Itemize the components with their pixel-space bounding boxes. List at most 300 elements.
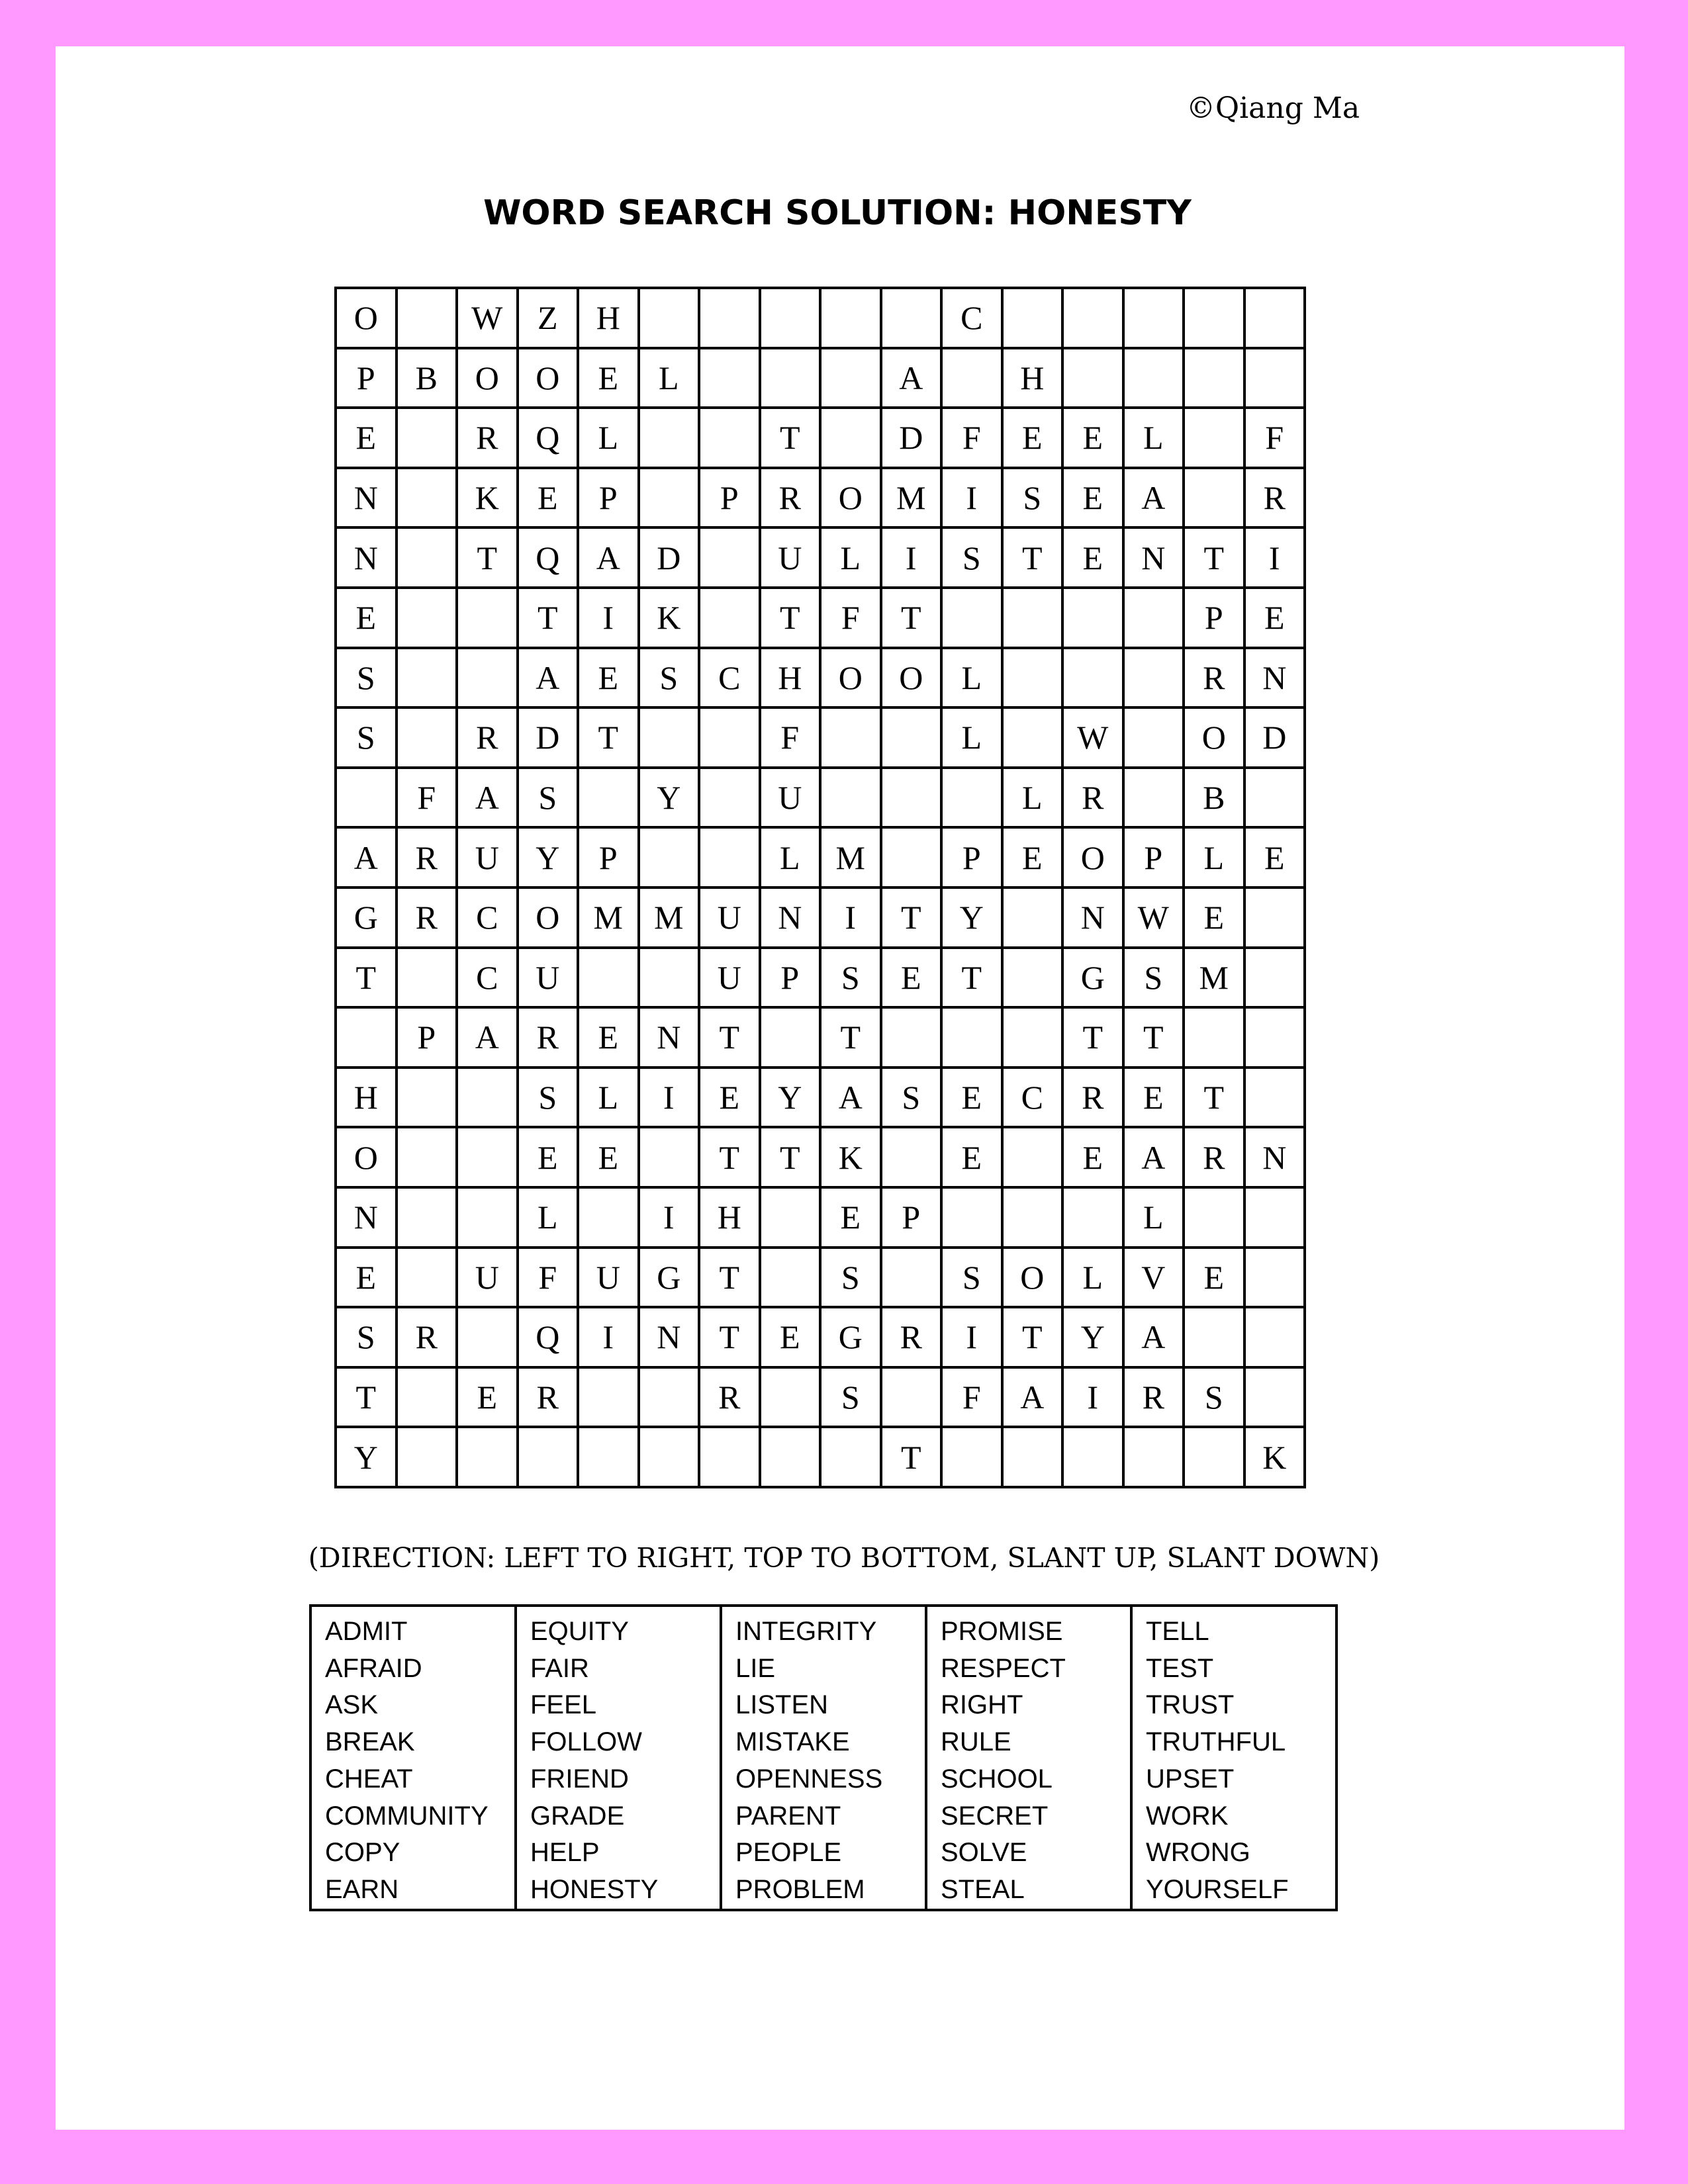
grid-cell xyxy=(820,408,881,468)
grid-cell xyxy=(457,1307,518,1367)
grid-cell xyxy=(881,707,942,768)
grid-cell: E xyxy=(820,1187,881,1248)
grid-cell: Y xyxy=(518,827,579,887)
grid-cell xyxy=(760,1248,821,1308)
grid-cell: Y xyxy=(941,887,1002,948)
word-list-item: PEOPLE xyxy=(735,1838,842,1868)
grid-cell: O xyxy=(518,887,579,948)
grid-cell xyxy=(1002,887,1063,948)
grid-cell: U xyxy=(699,887,760,948)
grid-cell: K xyxy=(457,468,518,528)
word-list-item: PARENT xyxy=(735,1801,841,1831)
grid-cell xyxy=(941,588,1002,648)
word-list-column xyxy=(310,1606,516,1910)
grid-cell: E xyxy=(1062,1127,1123,1187)
grid-cell: D xyxy=(1244,707,1305,768)
grid-cell xyxy=(760,348,821,408)
grid-cell: L xyxy=(1123,408,1184,468)
grid-cell: K xyxy=(820,1127,881,1187)
grid-cell: R xyxy=(1184,1127,1244,1187)
grid-cell: P xyxy=(699,468,760,528)
grid-cell xyxy=(881,1007,942,1068)
grid-cell xyxy=(1184,468,1244,528)
grid-cell: N xyxy=(639,1007,700,1068)
grid-cell: T xyxy=(1184,1068,1244,1128)
grid-cell: M xyxy=(578,887,639,948)
grid-cell: R xyxy=(760,468,821,528)
grid-cell xyxy=(457,1127,518,1187)
grid-cell xyxy=(941,1007,1002,1068)
grid-cell: I xyxy=(639,1187,700,1248)
grid-row xyxy=(336,1187,1305,1248)
grid-cell: L xyxy=(518,1187,579,1248)
grid-cell: L xyxy=(820,527,881,588)
grid-cell xyxy=(1244,948,1305,1008)
word-list-column xyxy=(721,1606,926,1910)
grid-cell xyxy=(760,1187,821,1248)
grid-cell xyxy=(1002,1187,1063,1248)
grid-cell: C xyxy=(941,288,1002,348)
grid-cell xyxy=(941,348,1002,408)
word-list-item: TEST xyxy=(1146,1653,1214,1683)
grid-cell: T xyxy=(699,1127,760,1187)
word-list-item: RIGHT xyxy=(941,1690,1023,1720)
grid-cell xyxy=(1123,768,1184,828)
grid-cell: M xyxy=(820,827,881,887)
grid-cell: K xyxy=(1244,1427,1305,1487)
word-list-item: LIE xyxy=(735,1653,776,1683)
grid-cell xyxy=(1062,1187,1123,1248)
grid-cell: O xyxy=(820,648,881,708)
word-list-item: RESPECT xyxy=(941,1653,1066,1683)
grid-cell: N xyxy=(639,1307,700,1367)
grid-row xyxy=(336,1248,1305,1308)
word-list-item: COPY xyxy=(325,1838,400,1868)
grid-cell xyxy=(397,288,457,348)
grid-cell: E xyxy=(941,1127,1002,1187)
grid-cell: T xyxy=(881,887,942,948)
word-list-item: FAIR xyxy=(530,1653,589,1683)
grid-cell: R xyxy=(1244,468,1305,528)
grid-cell xyxy=(457,1427,518,1487)
grid-cell: S xyxy=(336,648,397,708)
grid-cell: R xyxy=(1123,1367,1184,1428)
grid-cell: M xyxy=(881,468,942,528)
grid-cell: I xyxy=(1244,527,1305,588)
grid-cell xyxy=(1244,1187,1305,1248)
grid-cell xyxy=(699,827,760,887)
grid-cell: N xyxy=(760,887,821,948)
grid-cell: E xyxy=(578,648,639,708)
grid-cell: F xyxy=(518,1248,579,1308)
grid-cell: O xyxy=(881,648,942,708)
grid-cell: S xyxy=(336,1307,397,1367)
grid-cell: D xyxy=(518,707,579,768)
grid-cell: S xyxy=(518,1068,579,1128)
grid-cell: T xyxy=(699,1307,760,1367)
grid-cell: B xyxy=(1184,768,1244,828)
grid-cell: L xyxy=(941,648,1002,708)
word-list-item: TRUST xyxy=(1146,1690,1235,1720)
grid-cell: I xyxy=(941,468,1002,528)
grid-cell: L xyxy=(1123,1187,1184,1248)
grid-cell: T xyxy=(820,1007,881,1068)
grid-cell: I xyxy=(881,527,942,588)
grid-cell xyxy=(1244,1248,1305,1308)
grid-cell: U xyxy=(760,768,821,828)
grid-cell xyxy=(699,707,760,768)
grid-cell xyxy=(820,288,881,348)
grid-cell xyxy=(1002,1127,1063,1187)
grid-row xyxy=(336,768,1305,828)
grid-cell: D xyxy=(881,408,942,468)
grid-cell xyxy=(397,948,457,1008)
word-list-item: HONESTY xyxy=(530,1874,659,1904)
grid-cell xyxy=(397,408,457,468)
grid-cell: A xyxy=(457,768,518,828)
grid-cell: T xyxy=(760,1127,821,1187)
grid-cell: A xyxy=(881,348,942,408)
grid-cell: N xyxy=(1244,648,1305,708)
grid-cell: E xyxy=(760,1307,821,1367)
grid-cell xyxy=(397,1248,457,1308)
grid-cell: G xyxy=(336,887,397,948)
grid-row xyxy=(336,648,1305,708)
grid-cell: H xyxy=(760,648,821,708)
grid-cell: E xyxy=(1062,527,1123,588)
grid-cell: N xyxy=(336,527,397,588)
grid-cell: I xyxy=(578,1307,639,1367)
grid-cell xyxy=(1184,1007,1244,1068)
grid-cell: R xyxy=(699,1367,760,1428)
grid-cell xyxy=(397,1427,457,1487)
grid-cell xyxy=(820,768,881,828)
grid-cell xyxy=(457,648,518,708)
grid-cell xyxy=(639,707,700,768)
grid-cell xyxy=(760,1367,821,1428)
grid-cell: E xyxy=(457,1367,518,1428)
grid-cell xyxy=(1123,707,1184,768)
grid-cell: U xyxy=(760,527,821,588)
grid-row xyxy=(336,1367,1305,1428)
word-list-item: ASK xyxy=(325,1690,379,1720)
word-list-item: STEAL xyxy=(941,1874,1025,1904)
grid-row xyxy=(336,588,1305,648)
word-list-item: FOLLOW xyxy=(530,1727,642,1757)
grid-cell xyxy=(1062,288,1123,348)
grid-cell: E xyxy=(1062,408,1123,468)
grid-cell: O xyxy=(1062,827,1123,887)
grid-cell: N xyxy=(336,468,397,528)
grid-cell: O xyxy=(820,468,881,528)
grid-cell: L xyxy=(1062,1248,1123,1308)
grid-cell: T xyxy=(699,1248,760,1308)
grid-row xyxy=(336,827,1305,887)
grid-cell: Z xyxy=(518,288,579,348)
grid-cell xyxy=(1244,1367,1305,1428)
grid-cell: U xyxy=(518,948,579,1008)
grid-cell: W xyxy=(1062,707,1123,768)
word-list-item: LISTEN xyxy=(735,1690,829,1720)
grid-cell xyxy=(336,768,397,828)
grid-cell xyxy=(941,1427,1002,1487)
grid-cell: E xyxy=(1062,468,1123,528)
grid-cell: A xyxy=(578,527,639,588)
grid-cell xyxy=(1184,408,1244,468)
grid-cell: S xyxy=(336,707,397,768)
grid-row xyxy=(336,288,1305,348)
grid-cell: R xyxy=(881,1307,942,1367)
grid-cell: P xyxy=(578,468,639,528)
grid-cell xyxy=(941,1187,1002,1248)
grid-row xyxy=(336,527,1305,588)
grid-cell: O xyxy=(518,348,579,408)
grid-cell xyxy=(1002,588,1063,648)
grid-cell: T xyxy=(1002,527,1063,588)
grid-cell: L xyxy=(1184,827,1244,887)
grid-cell: R xyxy=(1062,768,1123,828)
word-list-item: EQUITY xyxy=(530,1617,629,1646)
grid-cell xyxy=(699,348,760,408)
word-list-item: BREAK xyxy=(325,1727,415,1757)
grid-cell xyxy=(518,1427,579,1487)
grid-cell: G xyxy=(820,1307,881,1367)
grid-cell: C xyxy=(457,948,518,1008)
grid-cell xyxy=(1123,288,1184,348)
grid-cell xyxy=(397,1187,457,1248)
grid-row xyxy=(336,1068,1305,1128)
grid-cell: I xyxy=(941,1307,1002,1367)
grid-cell xyxy=(820,707,881,768)
grid-cell: Y xyxy=(1062,1307,1123,1367)
grid-cell xyxy=(1244,887,1305,948)
grid-cell xyxy=(639,1427,700,1487)
grid-cell xyxy=(941,768,1002,828)
grid-cell xyxy=(1002,707,1063,768)
grid-cell xyxy=(1184,1187,1244,1248)
grid-cell: S xyxy=(820,1248,881,1308)
grid-cell: S xyxy=(1002,468,1063,528)
grid-cell: S xyxy=(518,768,579,828)
grid-cell xyxy=(820,348,881,408)
grid-cell: R xyxy=(397,887,457,948)
word-list-item: PROBLEM xyxy=(735,1874,865,1904)
grid-cell: Q xyxy=(518,408,579,468)
grid-cell: E xyxy=(941,1068,1002,1128)
grid-cell: A xyxy=(1123,1307,1184,1367)
grid-cell: E xyxy=(881,948,942,1008)
grid-cell xyxy=(1244,348,1305,408)
word-list-item: CHEAT xyxy=(325,1764,413,1794)
grid-cell xyxy=(699,288,760,348)
grid-cell: S xyxy=(941,1248,1002,1308)
grid-cell xyxy=(397,527,457,588)
grid-cell: P xyxy=(881,1187,942,1248)
grid-cell: I xyxy=(578,588,639,648)
word-list-item: SOLVE xyxy=(941,1838,1027,1868)
grid-cell: E xyxy=(1244,588,1305,648)
grid-cell xyxy=(397,707,457,768)
grid-cell: C xyxy=(1002,1068,1063,1128)
word-list-table xyxy=(309,1604,1338,1911)
grid-cell: P xyxy=(397,1007,457,1068)
grid-cell: R xyxy=(518,1367,579,1428)
grid-row xyxy=(336,408,1305,468)
grid-cell xyxy=(699,588,760,648)
grid-row xyxy=(336,948,1305,1008)
grid-cell: L xyxy=(578,1068,639,1128)
grid-cell: Q xyxy=(518,527,579,588)
grid-cell: V xyxy=(1123,1248,1184,1308)
grid-cell xyxy=(639,408,700,468)
grid-cell xyxy=(1184,348,1244,408)
grid-cell: F xyxy=(1244,408,1305,468)
word-list-item: WRONG xyxy=(1146,1838,1250,1868)
grid-cell: T xyxy=(881,588,942,648)
grid-cell: A xyxy=(1123,468,1184,528)
grid-cell: O xyxy=(457,348,518,408)
grid-cell: E xyxy=(699,1068,760,1128)
word-list-item: FRIEND xyxy=(530,1764,629,1794)
grid-cell: A xyxy=(1123,1127,1184,1187)
grid-cell: I xyxy=(639,1068,700,1128)
grid-cell: E xyxy=(1002,827,1063,887)
grid-cell: S xyxy=(1184,1367,1244,1428)
grid-cell: R xyxy=(397,827,457,887)
grid-cell xyxy=(397,1068,457,1128)
grid-cell: L xyxy=(941,707,1002,768)
grid-cell: E xyxy=(1184,887,1244,948)
grid-cell: T xyxy=(336,948,397,1008)
grid-cell xyxy=(881,827,942,887)
grid-cell xyxy=(1123,648,1184,708)
grid-cell: Y xyxy=(760,1068,821,1128)
word-list-item: TRUTHFUL xyxy=(1146,1727,1286,1757)
grid-cell: N xyxy=(1062,887,1123,948)
grid-cell: E xyxy=(336,408,397,468)
grid-cell: W xyxy=(1123,887,1184,948)
grid-cell xyxy=(1062,1427,1123,1487)
grid-cell xyxy=(457,1068,518,1128)
grid-cell xyxy=(578,1427,639,1487)
word-search-grid xyxy=(334,287,1306,1488)
grid-cell: T xyxy=(457,527,518,588)
grid-cell: P xyxy=(1184,588,1244,648)
grid-cell: T xyxy=(336,1367,397,1428)
grid-cell: P xyxy=(578,827,639,887)
grid-cell: E xyxy=(1123,1068,1184,1128)
word-list-item: FEEL xyxy=(530,1690,597,1720)
grid-cell xyxy=(820,1427,881,1487)
grid-cell: T xyxy=(941,948,1002,1008)
word-list-item: YOURSELF xyxy=(1146,1874,1289,1904)
grid-cell xyxy=(457,588,518,648)
grid-cell: E xyxy=(578,1127,639,1187)
word-list-item: WORK xyxy=(1146,1801,1229,1831)
grid-cell xyxy=(1184,1307,1244,1367)
grid-cell: E xyxy=(578,348,639,408)
grid-cell xyxy=(397,648,457,708)
grid-cell xyxy=(397,1367,457,1428)
grid-cell xyxy=(1244,1007,1305,1068)
grid-cell xyxy=(1002,648,1063,708)
grid-cell xyxy=(1184,1427,1244,1487)
grid-cell xyxy=(1002,1427,1063,1487)
grid-cell: E xyxy=(1184,1248,1244,1308)
grid-cell xyxy=(699,1427,760,1487)
grid-cell: D xyxy=(639,527,700,588)
grid-cell: T xyxy=(699,1007,760,1068)
grid-cell xyxy=(699,527,760,588)
grid-cell: W xyxy=(457,288,518,348)
word-list-item: TELL xyxy=(1146,1617,1209,1646)
word-list-item: UPSET xyxy=(1146,1764,1235,1794)
grid-cell xyxy=(639,827,700,887)
copyright-notice: ©Qiang Ma xyxy=(1186,91,1360,125)
grid-cell xyxy=(336,1007,397,1068)
grid-cell: P xyxy=(941,827,1002,887)
grid-cell: S xyxy=(820,1367,881,1428)
grid-cell: T xyxy=(881,1427,942,1487)
grid-cell: T xyxy=(1123,1007,1184,1068)
grid-cell: T xyxy=(518,588,579,648)
grid-cell xyxy=(639,288,700,348)
grid-cell: E xyxy=(1244,827,1305,887)
grid-cell xyxy=(578,768,639,828)
grid-cell xyxy=(1002,288,1063,348)
grid-cell: G xyxy=(1062,948,1123,1008)
grid-cell: Y xyxy=(336,1427,397,1487)
grid-cell: F xyxy=(760,707,821,768)
grid-cell: A xyxy=(820,1068,881,1128)
grid-cell: Q xyxy=(518,1307,579,1367)
grid-cell: F xyxy=(941,1367,1002,1428)
grid-cell xyxy=(760,1427,821,1487)
grid-cell: E xyxy=(518,1127,579,1187)
grid-cell: N xyxy=(1123,527,1184,588)
grid-cell: I xyxy=(1062,1367,1123,1428)
word-list-item: AFRAID xyxy=(325,1653,422,1683)
grid-row xyxy=(336,468,1305,528)
grid-row xyxy=(336,887,1305,948)
grid-cell: R xyxy=(1184,648,1244,708)
grid-cell xyxy=(397,468,457,528)
grid-cell: C xyxy=(457,887,518,948)
word-list-item: HELP xyxy=(530,1838,600,1868)
grid-cell: N xyxy=(336,1187,397,1248)
word-list-item: SECRET xyxy=(941,1801,1049,1831)
grid-cell: F xyxy=(397,768,457,828)
grid-cell: O xyxy=(1184,707,1244,768)
page-title: WORD SEARCH SOLUTION: HONESTY xyxy=(483,193,1192,233)
grid-cell: H xyxy=(578,288,639,348)
grid-cell xyxy=(1123,588,1184,648)
grid-cell xyxy=(1244,1307,1305,1367)
grid-cell: P xyxy=(336,348,397,408)
grid-cell: H xyxy=(699,1187,760,1248)
grid-cell: E xyxy=(336,588,397,648)
grid-cell: E xyxy=(578,1007,639,1068)
word-list-item: COMMUNITY xyxy=(325,1801,489,1831)
grid-cell: L xyxy=(639,348,700,408)
grid-row xyxy=(336,348,1305,408)
grid-cell xyxy=(881,1248,942,1308)
grid-cell: S xyxy=(941,527,1002,588)
grid-cell xyxy=(881,1367,942,1428)
grid-cell: R xyxy=(397,1307,457,1367)
grid-cell: A xyxy=(1002,1367,1063,1428)
grid-cell xyxy=(578,948,639,1008)
